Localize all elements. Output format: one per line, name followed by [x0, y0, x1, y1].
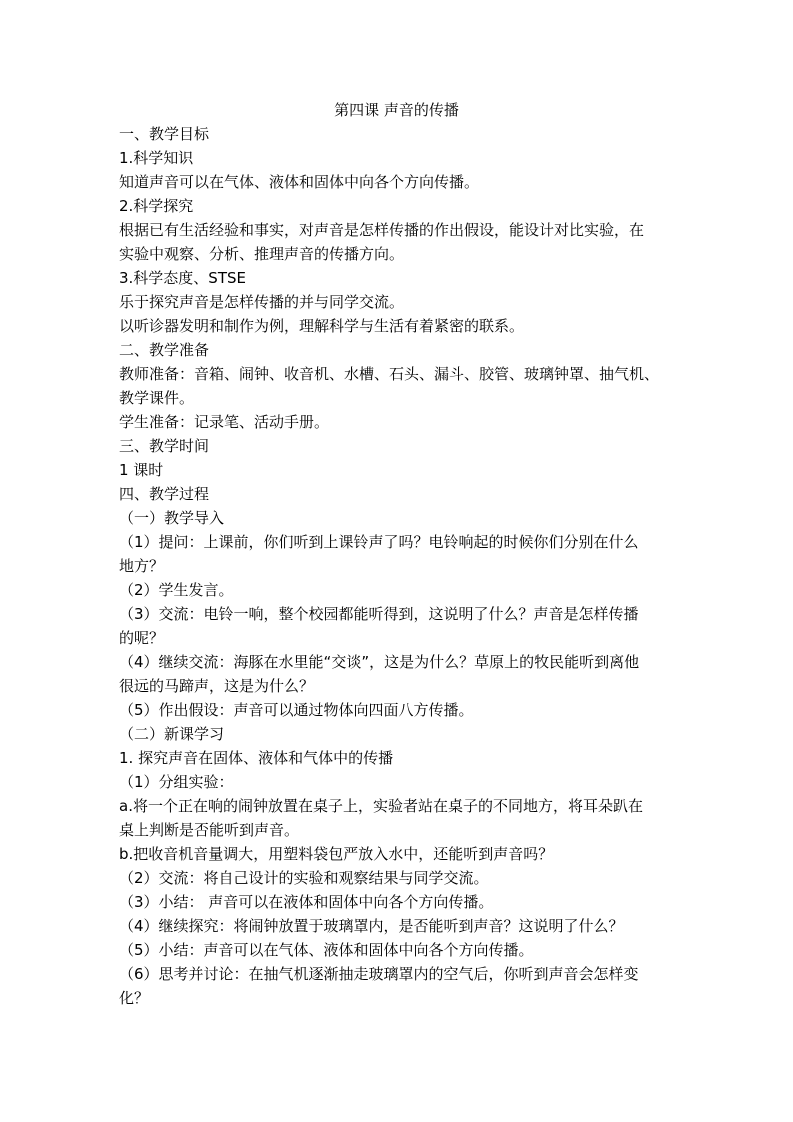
- text-line: 1.科学知识: [119, 149, 194, 167]
- page-title: 第四课 声音的传播: [334, 101, 459, 119]
- text-line: （1）提问：上课前，你们听到上课铃声了吗？电铃响起的时候你们分别在什么: [119, 533, 639, 551]
- text-line: （一）教学导入: [119, 509, 225, 527]
- text-line: 很远的马蹄声，这是为什么？: [119, 677, 315, 695]
- text-line: 三、教学时间: [119, 437, 210, 455]
- text-line: 的呢？: [119, 629, 165, 647]
- text-line: 1. 探究声音在固体、液体和气体中的传播: [119, 749, 394, 767]
- text-line: 二、教学准备: [119, 341, 210, 359]
- text-line: （4）继续探究：将闹钟放置于玻璃罩内，是否能听到声音？这说明了什么？: [119, 917, 624, 935]
- text-line: 学生准备：记录笔、活动手册。: [119, 413, 330, 431]
- text-line: （5）作出假设：声音可以通过物体向四面八方传播。: [119, 701, 474, 719]
- text-line: （3）小结： 声音可以在液体和固体中向各个方向传播。: [119, 893, 494, 911]
- text-line: 3.科学态度、STSE: [119, 269, 246, 287]
- text-line: 2.科学探究: [119, 197, 194, 215]
- text-line: （5）小结：声音可以在气体、液体和固体中向各个方向传播。: [119, 941, 534, 959]
- text-line: 1 课时: [119, 461, 164, 479]
- text-line: （2）交流：将自己设计的实验和观察结果与同学交流。: [119, 869, 489, 887]
- text-line: 教学课件。: [119, 389, 195, 407]
- text-line: 知道声音可以在气体、液体和固体中向各个方向传播。: [119, 173, 480, 191]
- text-line: （6）思考并讨论：在抽气机逐渐抽走玻璃罩内的空气后，你听到声音会怎样变: [119, 965, 639, 983]
- text-line: 根据已有生活经验和事实，对声音是怎样传播的作出假设，能设计对比实验，在: [119, 221, 645, 239]
- text-line: （2）学生发言。: [119, 581, 234, 599]
- text-line: 四、教学过程: [119, 485, 210, 503]
- text-line: 教师准备：音箱、闹钟、收音机、水槽、石头、漏斗、胶管、玻璃钟罩、抽气机、: [119, 365, 660, 383]
- text-line: （4）继续交流：海豚在水里能“交谈”，这是为什么？草原上的牧民能听到离他: [119, 653, 640, 671]
- text-line: 以听诊器发明和制作为例，理解科学与生活有着紧密的联系。: [119, 317, 525, 335]
- text-line: （二）新课学习: [119, 725, 225, 743]
- text-line: 地方？: [119, 557, 165, 575]
- text-line: 乐于探究声音是怎样传播的并与同学交流。: [119, 293, 405, 311]
- text-line: a.将一个正在响的闹钟放置在桌子上，实验者站在桌子的不同地方，将耳朵趴在: [119, 797, 643, 815]
- text-line: 一、教学目标: [119, 125, 210, 143]
- text-line: （3）交流：电铃一响，整个校园都能听得到，这说明了什么？声音是怎样传播: [119, 605, 639, 623]
- text-line: （1）分组实验：: [119, 773, 234, 791]
- document-body: [119, 122, 681, 1010]
- text-line: 桌上判断是否能听到声音。: [119, 821, 300, 839]
- text-line: b.把收音机音量调大，用塑料袋包严放入水中，还能听到声音吗？: [119, 845, 554, 863]
- text-line: 化？: [119, 989, 150, 1007]
- text-line: 实验中观察、分析、推理声音的传播方向。: [119, 245, 405, 263]
